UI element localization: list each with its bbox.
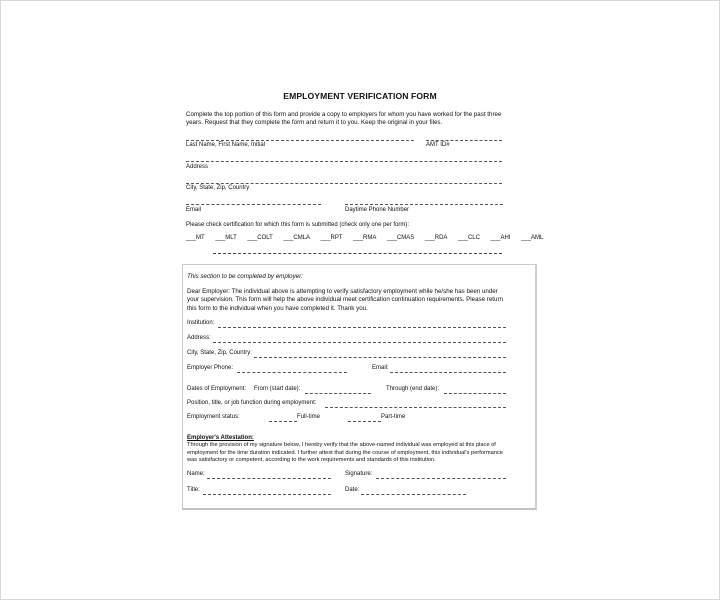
letter-line-3: this form to the individual when you have completed it. Thank you. <box>187 304 368 312</box>
cert-option-cmas[interactable]: ___CMAS <box>386 235 415 241</box>
parttime-checkbox[interactable] <box>348 421 381 422</box>
cert-option-clc[interactable]: ___CLC <box>457 235 480 241</box>
institution-label: Institution: <box>187 320 215 326</box>
cert-option-rma[interactable]: ___RMA <box>353 235 377 241</box>
form-intro <box>186 111 526 128</box>
dates-label: Dates of Employment: <box>187 386 247 392</box>
cert-option-rda[interactable]: ___RDA <box>424 235 448 241</box>
section-divider <box>213 253 502 254</box>
employer-section-heading: This section to be completed by employer: <box>187 273 303 280</box>
end-date-field[interactable] <box>444 393 506 394</box>
form-title: EMPLOYMENT VERIFICATION FORM <box>283 91 437 101</box>
parttime-label: Part-time <box>381 414 406 420</box>
employer-address-field[interactable] <box>213 342 506 343</box>
date-label: Date: <box>345 487 360 493</box>
intro-line-1: Complete the top portion of this form and provide a copy to employers for whom you have worked for the past three <box>186 111 502 118</box>
amt-id-field[interactable] <box>426 140 502 141</box>
cert-option-mt[interactable]: ___MT <box>186 235 205 241</box>
cert-option-mlt[interactable]: ___MLT <box>215 235 237 241</box>
status-label: Employment status: <box>187 414 240 420</box>
phone-field[interactable] <box>345 204 503 205</box>
employer-email-field[interactable] <box>390 372 506 373</box>
from-label: From (start date): <box>254 386 301 392</box>
date-field[interactable] <box>361 494 466 495</box>
attest-line-3: was satisfactory or competent, according to the work requirements and standards of this institution. <box>187 457 436 464</box>
attest-line-1: Through the provision of my signature below, I hereby verify that the above-named individual was employed at this place of <box>187 442 496 448</box>
address-label: Address <box>186 164 209 170</box>
employer-address-label: Address: <box>187 335 211 341</box>
city-label: City, State, Zip, Country <box>186 185 250 191</box>
position-label: Position, title, or job function during employment: <box>187 400 317 406</box>
city-field[interactable] <box>186 183 502 184</box>
signer-title-field[interactable] <box>203 494 331 495</box>
employer-email-label: Email: <box>372 365 389 371</box>
employer-letter <box>187 288 503 313</box>
fulltime-label: Full-time <box>297 414 321 420</box>
signer-name-label: Name: <box>187 471 205 477</box>
name-field[interactable] <box>186 140 414 141</box>
signature-label: Signature: <box>345 471 373 477</box>
cert-option-ahi[interactable]: ___AHI <box>490 235 511 241</box>
employer-section <box>182 264 537 510</box>
start-date-field[interactable] <box>305 393 371 394</box>
email-field[interactable] <box>186 204 321 205</box>
letter-line-1: Dear Employer: The individual above is attempting to verify satisfactory employment while he/she has been under <box>187 288 498 295</box>
attestation-heading: Employer's Attestation: <box>187 435 254 441</box>
employer-city-label: City, State, Zip, Country: <box>187 350 252 356</box>
email-label: Email <box>186 207 202 213</box>
cert-option-rpt[interactable]: ___RPT <box>320 235 343 241</box>
cert-option-colt[interactable]: ___COLT <box>247 235 273 241</box>
employer-phone-field[interactable] <box>237 372 347 373</box>
through-label: Through (end date): <box>386 386 440 392</box>
intro-line-2: years. Request that they complete the form and return it to you. Keep the original in your files. <box>186 119 443 127</box>
cert-prompt: Please check certification for which this form is submitted (check only one per form): <box>186 222 410 228</box>
signer-name-field[interactable] <box>207 478 331 479</box>
amt-id-label: AMT ID# <box>426 142 450 148</box>
letter-line-2: your supervision. This form will help the above individual meet certification continuation requirements. Please return <box>187 296 503 304</box>
position-field[interactable] <box>325 407 506 408</box>
certification-options <box>186 235 554 241</box>
employer-phone-label: Employer Phone: <box>187 365 234 371</box>
signer-title-label: Title: <box>187 487 200 493</box>
phone-label: Daytime Phone Number <box>345 207 410 213</box>
cert-option-cmla[interactable]: ___CMLA <box>283 235 311 241</box>
cert-option-aml[interactable]: ___AML <box>520 235 544 241</box>
name-label: Last Name, First Name, Initial <box>186 142 266 148</box>
employer-city-field[interactable] <box>254 357 506 358</box>
attestation-text <box>187 442 503 465</box>
fulltime-checkbox[interactable] <box>269 421 297 422</box>
signature-field[interactable] <box>376 478 506 479</box>
institution-field[interactable] <box>218 327 506 328</box>
attest-line-2: employment for the time duration indicated. I further attest that during the course of employment, this individual's performance <box>187 449 503 456</box>
address-field[interactable] <box>186 161 502 162</box>
